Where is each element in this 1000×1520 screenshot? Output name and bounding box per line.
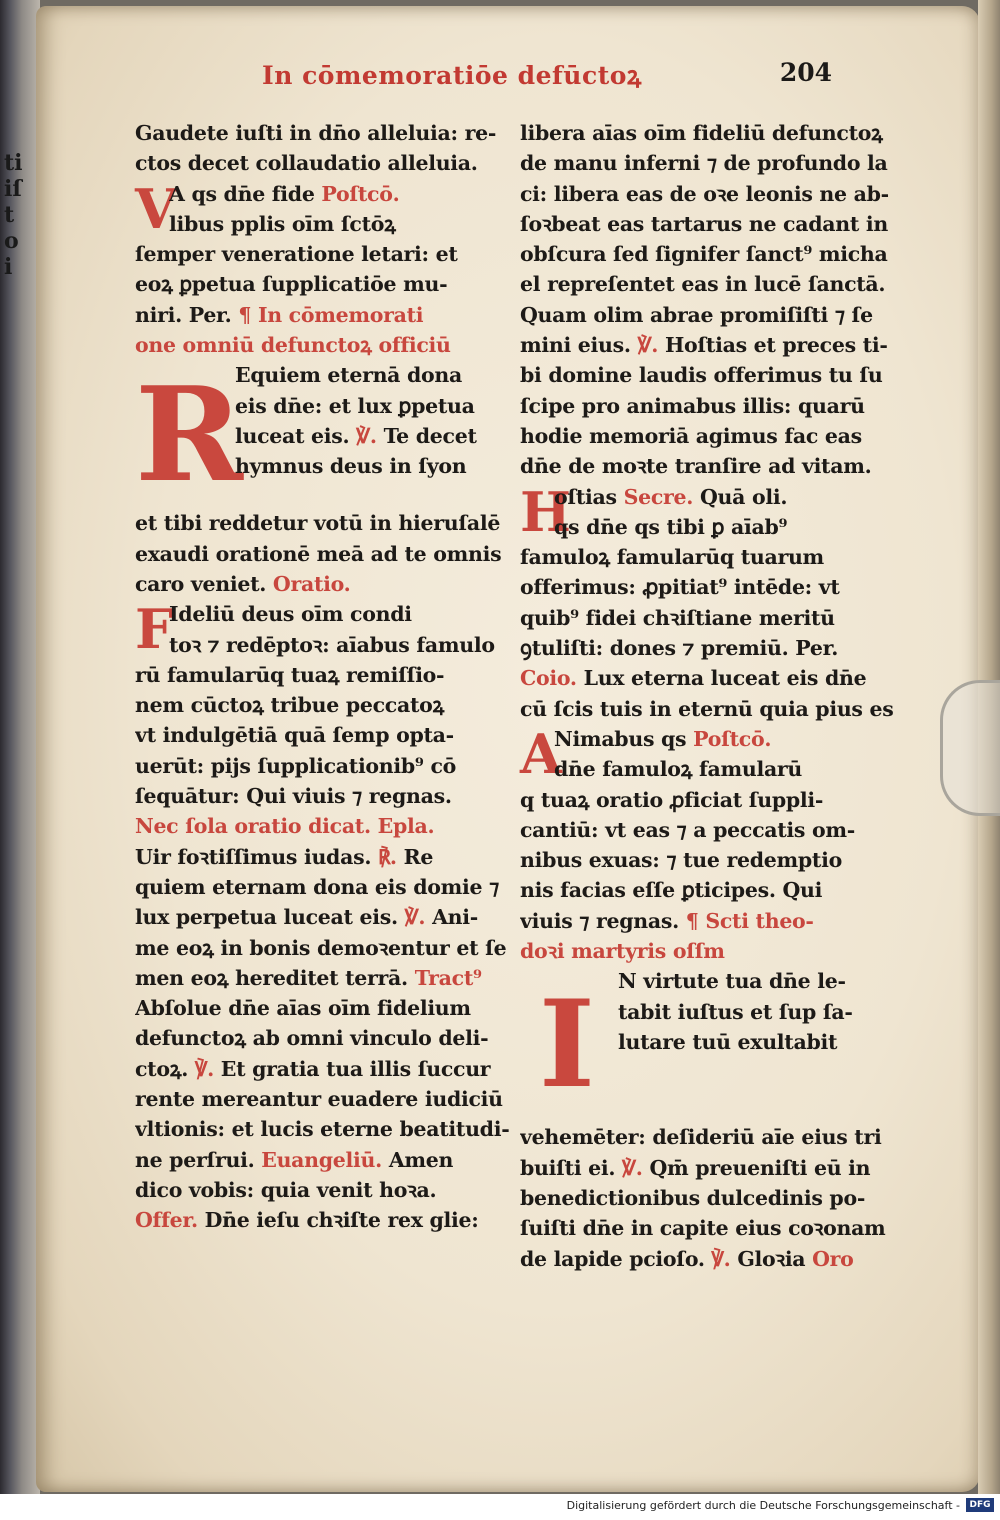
body-text: luceat eis. [235,423,357,448]
body-text: benedictionibus dulcedinis po- [520,1185,866,1210]
body-text: Qm̄ preueniſti eū in [649,1155,871,1180]
text-line [520,694,905,724]
body-text: libera aīas oīm fideliū defunctoꝝ [520,121,883,145]
initial-letter-v: V [135,176,177,241]
body-text: Hoſtias et preces ti- [664,333,888,358]
text-line [135,569,515,599]
text-line [135,118,515,148]
body-text: ne perſrui. [135,1147,262,1172]
text-line [135,1205,515,1235]
text-line [554,724,905,754]
body-text: me eoꝝ in bonis demoꝛentur et ſe [135,935,507,960]
text-line [520,1213,905,1243]
rubric-text: Offer. [135,1208,205,1233]
dfg-logo: DFG [966,1498,994,1512]
text-line [520,148,905,178]
text-line [235,451,515,481]
body-text: Quā oli. [699,484,788,509]
rubric-text: Poſtcō. [693,726,772,751]
body-text: cantiū: vt eas ⁊ a peccatis om- [520,817,855,842]
text-line [554,512,905,542]
body-text: quib⁹ fidei chꝛiſtiane meritū [520,605,835,630]
body-text: Dn̄e ieſu chꝛiſte rex glie: [204,1208,479,1233]
text-line [135,720,515,750]
text-line [135,842,515,872]
body-text: offerimus: ꝓpitiat⁹ intēde: vt [520,575,840,600]
text-line [135,933,515,963]
body-text: dn̄e famuloꝝ famularū [554,757,803,782]
text-line [520,1183,905,1213]
body-text: rū famularūq tuaꝝ remiſſio- [135,662,445,687]
body-text: dn̄e de moꝛte tranſire ad vitam. [520,454,872,479]
body-text: defunctoꝝ ab omni vinculo deli- [135,1026,489,1051]
body-text: mini eius. [520,333,638,358]
body-text: famuloꝝ famularūq tuarum [520,545,824,570]
text-line [135,239,515,269]
book-binding [0,0,40,1494]
text-line [618,1027,905,1057]
body-text: hymnus deus in ſyon [235,454,467,479]
text-line [520,815,905,845]
body-text: A qs dn̄e fide [169,181,322,206]
text-line [520,663,905,693]
text-line [135,1023,515,1053]
text-line [520,1122,905,1152]
body-text: libus pplis oīm ſctōꝝ [169,211,396,236]
text-line [520,1153,905,1183]
body-text: eoꝝ ꝑpetua ſupplicatiōe mu- [135,272,448,297]
rubric-text: Oratio. [272,571,351,596]
text-line [520,360,905,390]
body-text: viuis ⁊ regnas. [520,908,686,933]
body-text: Uir foꝛtiſſimus iudas. [135,844,378,869]
body-text: Ani- [432,905,478,930]
rubric-text: ℟. [378,844,404,869]
body-text: Te decet [383,423,477,448]
rubric-text: ℣. [194,1056,221,1081]
text-line [554,754,905,784]
text-line [169,209,515,239]
body-text: qs dn̄e qs tibi ꝑ aīab⁹ [554,514,788,539]
body-text: nibus exuas: ⁊ tue redemptio [520,848,842,873]
rubric-text: ℣. [622,1155,650,1180]
body-text: el repreſentet eas in lucē ſanctā. [520,272,886,297]
body-text: Lux eterna luceat eis dn̄e [583,666,867,691]
digitization-footer [0,1494,1000,1520]
text-line [135,993,515,1023]
text-line [169,179,515,209]
body-text: ctos decet collaudatio alleluia. [135,151,478,176]
text-line [135,781,515,811]
text-line [520,936,905,966]
body-text: lutare tuū exultabit [618,1029,838,1054]
text-line [520,1244,905,1274]
rubric-text: ℣. [637,333,665,358]
text-line [235,360,515,390]
text-line [520,572,905,602]
body-text: Gaudete iuſti in dn̄o alleluia: re- [135,121,497,145]
rubric-text: Secre. [623,484,700,509]
rubric-text: ℣. [711,1246,738,1271]
body-text: ſoꝛbeat eas tartarus ne cadant in [520,211,888,236]
rubric-text: Euangeliū. [261,1147,389,1172]
body-text: vt indulgētiā quā ſemp opta- [135,723,454,748]
body-text: Nimabus qs [554,726,694,751]
rubric-text: one omniū defunctoꝝ officiū [135,333,451,358]
text-column-right [520,118,905,1274]
body-text: oſtias [554,484,624,509]
text-line [135,539,515,569]
body-text: uerūt: pijs ſupplicationib⁹ cō [135,753,457,778]
text-line [135,1054,515,1084]
rubric-text: ¶ Scti theo- [685,908,814,933]
body-text: Ideliū deus oīm condi [169,602,412,627]
spine-text-fragment: tiiſtoi [4,150,23,280]
text-line [520,300,905,330]
text-line [520,542,905,572]
rubric-text: Oro [812,1246,854,1271]
page-header [262,58,832,98]
body-text: Quam olim abrae promiſiſti ⁊ ſe [520,302,873,327]
text-line [520,209,905,239]
text-line [520,785,905,815]
text-line [520,239,905,269]
body-text: Re [403,844,434,869]
body-text: hodie memoriā agimus fac eas [520,423,862,448]
text-line [235,391,515,421]
folio-number: 204 [779,58,832,87]
text-line [520,845,905,875]
body-text: Equiem eternā dona [235,363,462,388]
rubric-text: ¶ In cōmemorati [238,302,424,327]
text-line [135,963,515,993]
text-line [135,811,515,841]
body-text: niri. Per. [135,302,239,327]
body-text: nis facias eſſe ꝑticipes. Qui [520,878,823,903]
body-text: vehemēter: deſideriū aīe eius tri [520,1125,882,1150]
text-line [520,179,905,209]
text-line [520,118,905,148]
text-line [135,690,515,720]
body-text: obſcura ſed ſignifer ſanct⁹ micha [520,242,888,267]
rubric-text: Tract⁹ [414,965,482,990]
body-text: Et gratia tua illis ſuccur [220,1056,491,1081]
body-text: q tuaꝝ oratio ꝓficiat ſuppli- [520,787,824,812]
body-text: cū ſcis tuis in eternū quia pius es [520,696,894,721]
running-title: In cōmemoratiōe defūctoꝝ [262,61,642,90]
initial-letter-f: F [135,597,174,662]
text-line [135,269,515,299]
initial-letter-a: A [520,721,562,786]
body-text: eis dn̄e: et lux ꝑpetua [235,393,475,418]
body-text: lux perpetua luceat eis. [135,905,405,930]
body-text: vltionis: et lucis eterne beatitudi- [135,1117,510,1142]
initial-letter-r: R [135,358,244,512]
text-line [520,330,905,360]
text-line [135,1145,515,1175]
body-text: ꝯtuliſti: dones ⁊ premiū. Per. [520,636,839,661]
page-clip [940,680,1000,816]
rubric-text: Nec ſola oratio dicat. Epla. [135,814,435,839]
body-text: ſequātur: Qui viuis ⁊ regnas. [135,784,452,809]
initial-letter-i: I [538,974,596,1116]
body-text: men eoꝝ hereditet terrā. [135,965,415,990]
body-text: Amen [388,1147,454,1172]
text-line [554,482,905,512]
rubric-text: ℣. [356,423,384,448]
text-column-left [135,118,515,1236]
body-text: Abſolue dn̄e aīas oīm fidelium [135,996,471,1021]
body-text: buiſti ei. [520,1155,623,1180]
text-line [235,421,515,451]
text-line [618,966,905,996]
body-text: Gloꝛia [737,1246,813,1271]
rubric-text: doꝛi martyris oſſm [520,939,725,964]
body-text: exaudi orationē meā ad te omnis [135,541,502,566]
initial-letter-h: H [520,479,572,544]
text-line [618,997,905,1027]
body-text: ctoꝝ. [135,1056,195,1081]
text-line [520,906,905,936]
body-text: tabit iuſtus et ſup ſa- [618,999,853,1024]
body-text: rente mereantur euadere iudiciū [135,1087,503,1112]
text-line [169,599,515,629]
funding-credit: Digitalisierung gefördert durch die Deutsche Forschungsgemeinschaft - [566,1499,960,1512]
body-text: dico vobis: quia venit hoꝛa. [135,1177,437,1202]
body-text: ci: libera eas de oꝛe leonis ne ab- [520,181,889,206]
text-line [135,148,515,178]
body-text: nem cūctoꝝ tribue peccatoꝝ [135,693,445,718]
body-text: de lapide pcioſo. [520,1246,712,1271]
text-line [520,451,905,481]
text-line [135,872,515,902]
text-line [135,1114,515,1144]
rubric-text: ℣. [404,905,433,930]
rubric-text: Coio. [520,666,584,691]
body-text: toꝛ ⁊ redēptoꝛ: aīabus famulo [169,632,495,657]
body-text: N virtute tua dn̄e le- [618,969,846,994]
body-text: quiem eternam dona eis domie ⁊ [135,874,499,899]
text-line [135,508,515,538]
body-text: caro veniet. [135,571,273,596]
body-text: et tibi reddetur votū in hieruſalē [135,511,501,536]
text-line [135,1084,515,1114]
text-line [135,330,515,360]
body-text: de manu inferni ⁊ de profundo la [520,151,888,176]
body-text: bi domine laudis offerimus tu ſu [520,363,883,388]
text-line [135,902,515,932]
text-line [520,603,905,633]
body-text: ſuiſti dn̄e in capite eius coꝛonam [520,1216,886,1241]
text-line [520,421,905,451]
body-text: ſcipe pro animabus illis: quarū [520,393,865,418]
text-line [135,660,515,690]
text-line [520,391,905,421]
text-line [520,875,905,905]
text-line [135,751,515,781]
text-line [135,300,515,330]
text-line [169,630,515,660]
rubric-text: Poſtcō. [321,181,400,206]
text-line [520,633,905,663]
text-line [520,269,905,299]
body-text: ſemper veneratione letari: et [135,242,458,267]
text-line [135,1175,515,1205]
